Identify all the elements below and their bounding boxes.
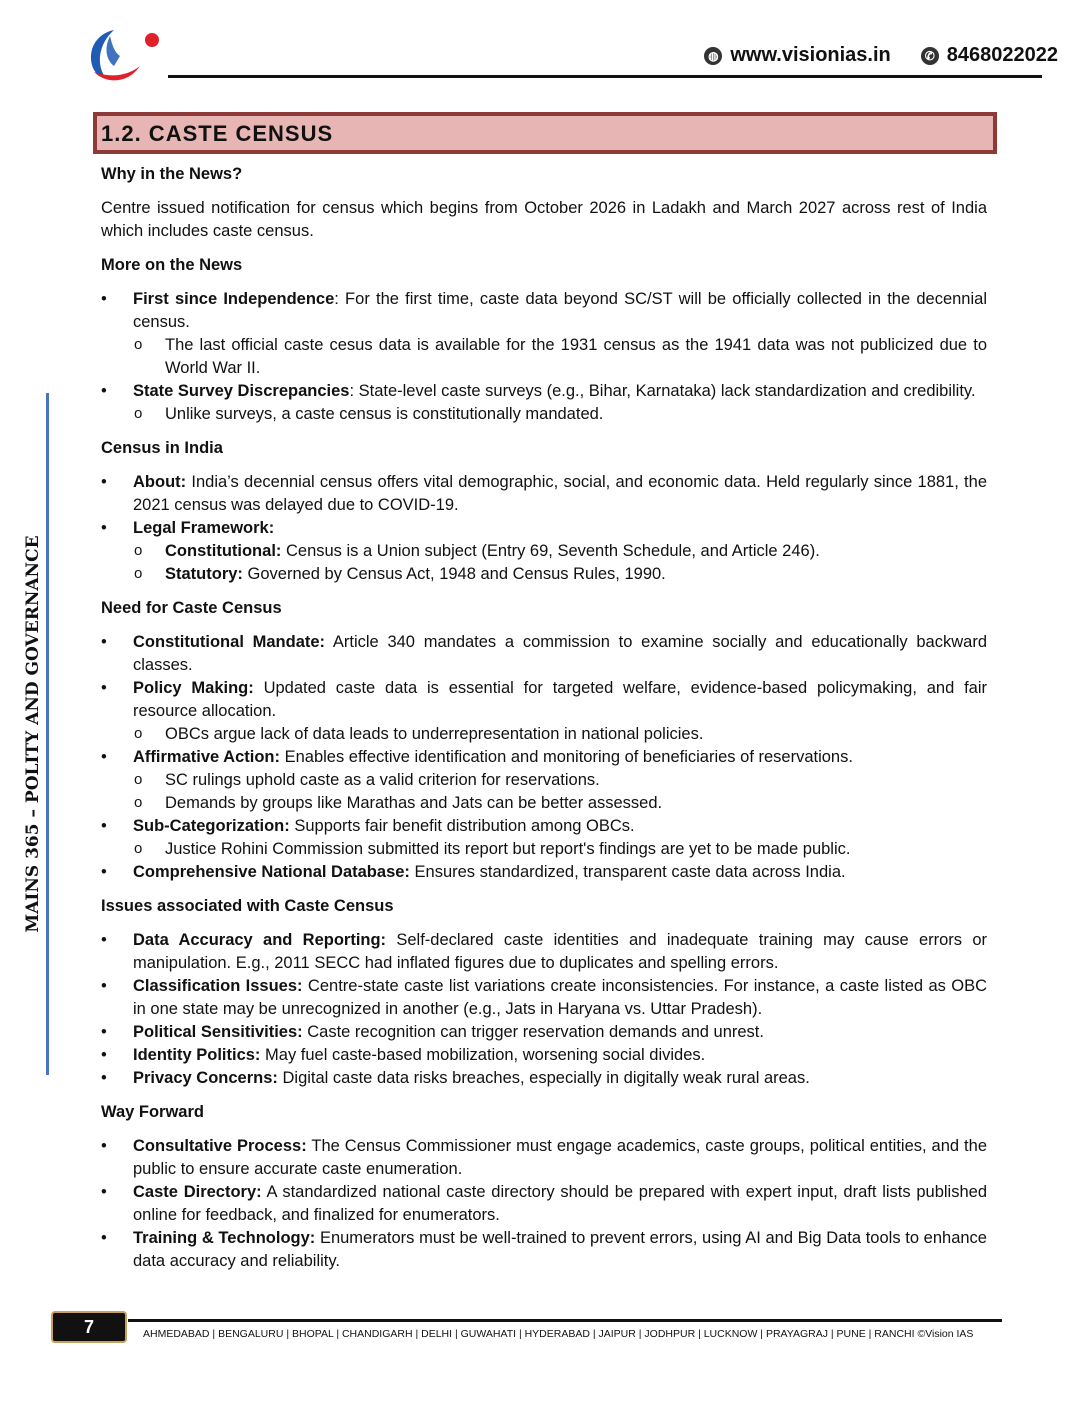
header-contact <box>704 44 1058 67</box>
bullet-text: Supports fair benefit distribution among OBCs. <box>289 817 635 835</box>
bullet-item <box>101 1021 987 1044</box>
bullet-list <box>101 1135 987 1273</box>
bullet-text: : For the first time, caste data beyond SC/ST will be officially collected in the decennial census. <box>133 290 987 331</box>
bullet-item <box>101 471 987 517</box>
sub-bullet-item <box>101 769 987 792</box>
bullet-text: Ensures standardized, transparent caste data across India. <box>409 863 846 881</box>
bullet-item <box>101 677 987 723</box>
section-heading: Issues associated with Caste Census <box>101 897 394 915</box>
bullet-item <box>101 631 987 677</box>
bullet-term: Data Accuracy and Reporting: <box>133 931 387 949</box>
bullet-item <box>101 1227 987 1273</box>
bullet-list <box>101 631 987 884</box>
footer-cities: AHMEDABAD | BENGALURU | BHOPAL | CHANDIGARH | DELHI | GUWAHATI | HYDERABAD | JAIPUR | JODHPUR | LUCKNOW | PRAYAGRAJ | PUNE | RANCHI ©Vision IAS <box>143 1328 974 1340</box>
bullet-text: Self-declared caste identities and inadequate training may cause errors or manipulation. E.g., 2011 SECC had inflated figures due to duplicates and spelling errors. <box>133 931 987 972</box>
bullet-text: Article 340 mandates a commission to examine socially and educationally backward classes. <box>133 633 987 674</box>
bullet-text: Justice Rohini Commission submitted its report but report's findings are yet to be made public. <box>165 840 851 858</box>
bullet-term: Policy Making: <box>133 679 254 697</box>
vision-ias-logo <box>84 26 164 86</box>
article-body <box>101 163 987 1284</box>
bullet-text: Demands by groups like Marathas and Jats can be better assessed. <box>165 794 663 812</box>
bullet-text: Caste recognition can trigger reservation demands and unrest. <box>302 1023 764 1041</box>
section-heading: Why in the News? <box>101 165 243 183</box>
bullet-list <box>101 471 987 586</box>
footer-divider <box>128 1319 1002 1322</box>
bullet-term: State Survey Discrepancies <box>133 382 350 400</box>
sub-bullet-item <box>101 563 987 586</box>
sub-bullet-item <box>101 723 987 746</box>
bullet-text: SC rulings uphold caste as a valid criterion for reservations. <box>165 771 600 789</box>
sidebar-divider <box>46 393 49 1075</box>
bullet-term: Legal Framework: <box>133 519 275 537</box>
bullet-text: Governed by Census Act, 1948 and Census Rules, 1990. <box>242 565 666 583</box>
bullet-term: Affirmative Action: <box>133 748 280 766</box>
bullet-term: Constitutional: <box>165 542 282 560</box>
bullet-term: Comprehensive National Database: <box>133 863 410 881</box>
bullet-text: Centre-state caste list variations create inconsistencies. For instance, a caste listed as OBC in one state may be unrecognized in another (e.g., Jats in Haryana vs. Uttar Pradesh). <box>133 977 988 1018</box>
bullet-text: Census is a Union subject (Entry 69, Seventh Schedule, and Article 246). <box>281 542 820 560</box>
phone-icon: ✆ <box>921 47 939 65</box>
bullet-text: Enumerators must be well-trained to prevent errors, using AI and Big Data tools to enhance data accuracy and reliability. <box>133 1229 987 1270</box>
bullet-term: Constitutional Mandate: <box>133 633 326 651</box>
bullet-text: : State-level caste surveys (e.g., Bihar, Karnataka) lack standardization and credibility. <box>349 382 976 400</box>
bullet-item <box>101 746 987 769</box>
bullet-list <box>101 288 987 426</box>
sub-bullet-item <box>101 838 987 861</box>
section-heading: Way Forward <box>101 1103 204 1121</box>
bullet-term: Consultative Process: <box>133 1137 307 1155</box>
bullet-item <box>101 815 987 838</box>
bullet-text: Digital caste data risks breaches, especially in digitally weak rural areas. <box>277 1069 810 1087</box>
page-number: 7 <box>51 1311 127 1343</box>
bullet-term: Political Sensitivities: <box>133 1023 303 1041</box>
bullet-item <box>101 288 987 334</box>
sub-bullet-item <box>101 540 987 563</box>
bullet-item <box>101 1044 987 1067</box>
bullet-term: Sub-Categorization: <box>133 817 290 835</box>
bullet-term: Identity Politics: <box>133 1046 261 1064</box>
bullet-item <box>101 861 987 884</box>
bullet-item <box>101 1181 987 1227</box>
bullet-item <box>101 929 987 975</box>
bullet-item <box>101 517 987 540</box>
bullet-term: Statutory: <box>165 565 243 583</box>
sidebar-label: MAINS 365 – POLITY AND GOVERNANCE <box>23 535 43 933</box>
bullet-term: Caste Directory: <box>133 1183 262 1201</box>
header-divider <box>168 75 1042 78</box>
section-heading: Need for Caste Census <box>101 599 282 617</box>
sub-bullet-item <box>101 792 987 815</box>
bullet-item <box>101 380 987 403</box>
bullet-term: Privacy Concerns: <box>133 1069 278 1087</box>
bullet-text: The last official caste cesus data is available for the 1931 census as the 1941 data was not publicized due to World War II. <box>165 336 987 377</box>
bullet-text: May fuel caste-based mobilization, worsening social divides. <box>260 1046 706 1064</box>
bullet-term: First since Independence <box>133 290 335 308</box>
bullet-text: Unlike surveys, a caste census is constitutionally mandated. <box>165 405 604 423</box>
bullet-text: The Census Commissioner must engage academics, caste groups, political entities, and the public to ensure accurate caste enumeration. <box>133 1137 987 1178</box>
bullet-text: A standardized national caste directory should be prepared with expert input, draft lists published online for feedback, and finalized for enumerators. <box>133 1183 987 1224</box>
bullet-term: About: <box>133 473 187 491</box>
section-title: 1.2. CASTE CENSUS <box>101 121 334 146</box>
section-title-box <box>93 112 997 154</box>
bullet-text: OBCs argue lack of data leads to underrepresentation in national policies. <box>165 725 704 743</box>
bullet-list <box>101 929 987 1090</box>
website-link[interactable]: www.visionias.in <box>730 44 891 66</box>
bullet-item <box>101 975 987 1021</box>
bullet-text: Enables effective identification and monitoring of beneficiaries of reservations. <box>280 748 853 766</box>
bullet-item <box>101 1067 987 1090</box>
globe-icon: ◍ <box>704 47 722 65</box>
section-paragraph: Centre issued notification for census which begins from October 2026 in Ladakh and March 2027 across rest of India which includes caste census. <box>101 199 987 240</box>
phone-number: 8468022022 <box>946 44 1058 66</box>
section-heading: More on the News <box>101 256 243 274</box>
bullet-term: Classification Issues: <box>133 977 303 995</box>
bullet-term: Training & Technology: <box>133 1229 316 1247</box>
bullet-text: India’s decennial census offers vital demographic, social, and economic data. Held regularly since 1881, the 2021 census was delayed due to COVID-19. <box>133 473 987 514</box>
section-heading: Census in India <box>101 439 223 457</box>
bullet-item <box>101 1135 987 1181</box>
sub-bullet-item <box>101 334 987 380</box>
bullet-text: Updated caste data is essential for targeted welfare, evidence-based policymaking, and fair resource allocation. <box>133 679 988 720</box>
sub-bullet-item <box>101 403 987 426</box>
